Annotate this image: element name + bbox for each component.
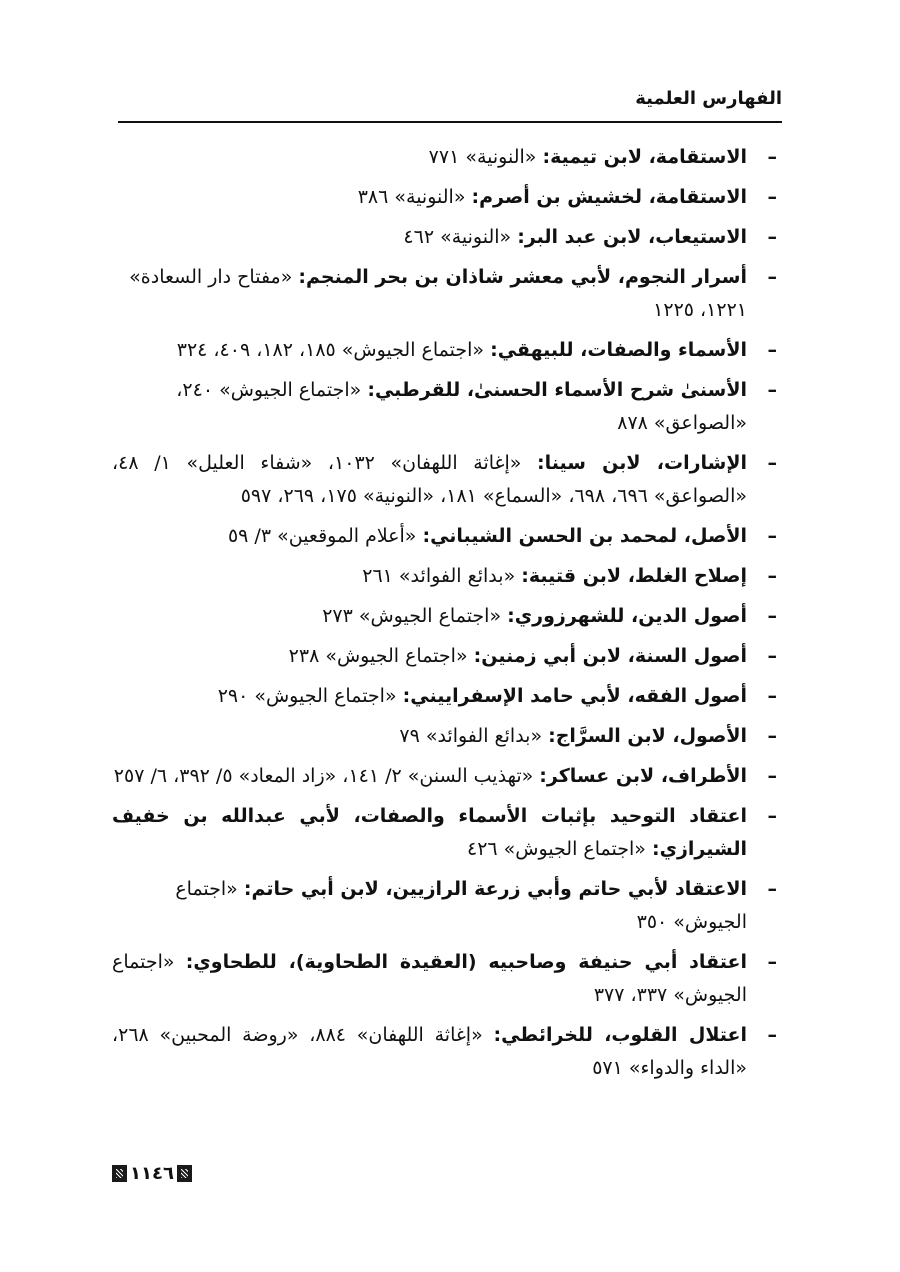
entry-title: الاستقامة، لابن تيمية:	[542, 146, 747, 168]
index-entry	[112, 520, 777, 553]
entry-refs: «اجتماع الجيوش» ٢٤٠، «الصواعق» ٨٧٨	[176, 379, 747, 434]
entry-dash: –	[767, 565, 777, 587]
entry-dash: –	[767, 805, 777, 827]
entry-refs: «النونية» ٤٦٢	[403, 226, 512, 248]
entry-title: أصول السنة، لابن أبي زمنين:	[473, 645, 747, 667]
entry-refs: «إغاثة اللهفان» ١٠٣٢، «شفاء العليل» ١/ ٤٨، «الصواعق» ٦٩٦، ٦٩٨، «السماع» ١٨١، «النونية» ١٧٥، ٢٦٩، ٥٩٧	[112, 452, 747, 507]
index-entry	[112, 800, 777, 866]
entry-title: الاستيعاب، لابن عبد البر:	[517, 226, 747, 248]
entry-dash: –	[767, 226, 777, 248]
entry-dash: –	[767, 765, 777, 787]
entry-refs: «تهذيب السنن» ٢/ ١٤١، «زاد المعاد» ٥/ ٣٩٢، ٦/ ٢٥٧	[113, 765, 534, 787]
entry-dash: –	[767, 146, 777, 168]
index-entries	[112, 141, 777, 1092]
entry-title: الأسماء والصفات، للبيهقي:	[490, 339, 747, 361]
header-rule	[118, 121, 782, 123]
entry-refs: «بدائع الفوائد» ٧٩	[399, 725, 543, 747]
index-entry	[112, 447, 777, 513]
entry-title: الأصول، لابن السرَّاج:	[548, 725, 747, 747]
entry-dash: –	[767, 1024, 777, 1046]
entry-refs: «النونية» ٣٨٦	[357, 186, 466, 208]
entry-title: أسرار النجوم، لأبي معشر شاذان بن بحر المنجم:	[298, 266, 747, 288]
entry-dash: –	[767, 605, 777, 627]
entry-dash: –	[767, 878, 777, 900]
index-entry	[112, 261, 777, 327]
index-entry	[112, 680, 777, 713]
page-number-box	[112, 1163, 192, 1184]
entry-refs: «أعلام الموقعين» ٣/ ٥٩	[227, 525, 417, 547]
entry-refs: «اجتماع الجيوش» ٢٣٨	[288, 645, 468, 667]
entry-dash: –	[767, 685, 777, 707]
running-header: الفهارس العلمية	[635, 88, 782, 109]
entry-refs: «اجتماع الجيوش» ١٨٥، ١٨٢، ٤٠٩، ٣٢٤	[176, 339, 485, 361]
index-entry	[112, 600, 777, 633]
entry-title: إصلاح الغلط، لابن قتيبة:	[521, 565, 747, 587]
entry-refs: «اجتماع الجيوش» ٢٧٣	[322, 605, 502, 627]
index-entry	[112, 720, 777, 753]
entry-dash: –	[767, 951, 777, 973]
entry-refs: «اجتماع الجيوش» ٣٣٧، ٣٧٧	[112, 951, 747, 1006]
entry-dash: –	[767, 379, 777, 401]
entry-title: الإشارات، لابن سينا:	[537, 452, 747, 474]
index-entry	[112, 946, 777, 1012]
entry-title: اعتلال القلوب، للخرائطي:	[493, 1024, 747, 1046]
index-entry	[112, 873, 777, 939]
index-entry	[112, 334, 777, 367]
entry-title: اعتقاد أبي حنيفة وصاحبيه (العقيدة الطحاوية)، للطحاوي:	[185, 951, 747, 973]
entry-dash: –	[767, 525, 777, 547]
entry-dash: –	[767, 339, 777, 361]
entry-dash: –	[767, 452, 777, 474]
entry-title: الأصل، لمحمد بن الحسن الشيباني:	[422, 525, 747, 547]
ornament-icon	[112, 1165, 127, 1182]
entry-title: أصول الدين، للشهرزوري:	[507, 605, 747, 627]
index-entry	[112, 221, 777, 254]
entry-title: اعتقاد التوحيد بإثبات الأسماء والصفات، لأبي عبدالله بن خفيف الشيرازي:	[112, 805, 747, 860]
entry-refs: «اجتماع الجيوش» ٣٥٠	[175, 878, 747, 933]
entry-refs: «مفتاح دار السعادة» ١٢٢١، ١٢٢٥	[129, 266, 747, 321]
entry-title: الاستقامة، لخشيش بن أصرم:	[471, 186, 747, 208]
index-entry	[112, 560, 777, 593]
entry-title: الأسنىٰ شرح الأسماء الحسنىٰ، للقرطبي:	[367, 379, 747, 401]
entry-dash: –	[767, 645, 777, 667]
page-number: ١١٤٦	[130, 1163, 174, 1184]
index-entry	[112, 760, 777, 793]
entry-dash: –	[767, 186, 777, 208]
entry-refs: «اجتماع الجيوش» ٤٢٦	[467, 838, 646, 860]
index-entry	[112, 1019, 777, 1085]
index-entry	[112, 181, 777, 214]
entry-refs: «بدائع الفوائد» ٢٦١	[362, 565, 516, 587]
entry-title: الاعتقاد لأبي حاتم وأبي زرعة الرازيين، لابن أبي حاتم:	[243, 878, 747, 900]
ornament-icon	[177, 1165, 192, 1182]
entry-refs: «اجتماع الجيوش» ٢٩٠	[217, 685, 397, 707]
index-entry	[112, 374, 777, 440]
index-entry	[112, 141, 777, 174]
entry-dash: –	[767, 725, 777, 747]
entry-dash: –	[767, 266, 777, 288]
entry-title: الأطراف، لابن عساكر:	[539, 765, 747, 787]
index-entry	[112, 640, 777, 673]
entry-refs: «النونية» ٧٧١	[428, 146, 537, 168]
entry-title: أصول الفقه، لأبي حامد الإسفراييني:	[402, 685, 747, 707]
entry-refs: «إغاثة اللهفان» ٨٨٤، «روضة المحبين» ٢٦٨، «الداء والدواء» ٥٧١	[112, 1024, 747, 1079]
